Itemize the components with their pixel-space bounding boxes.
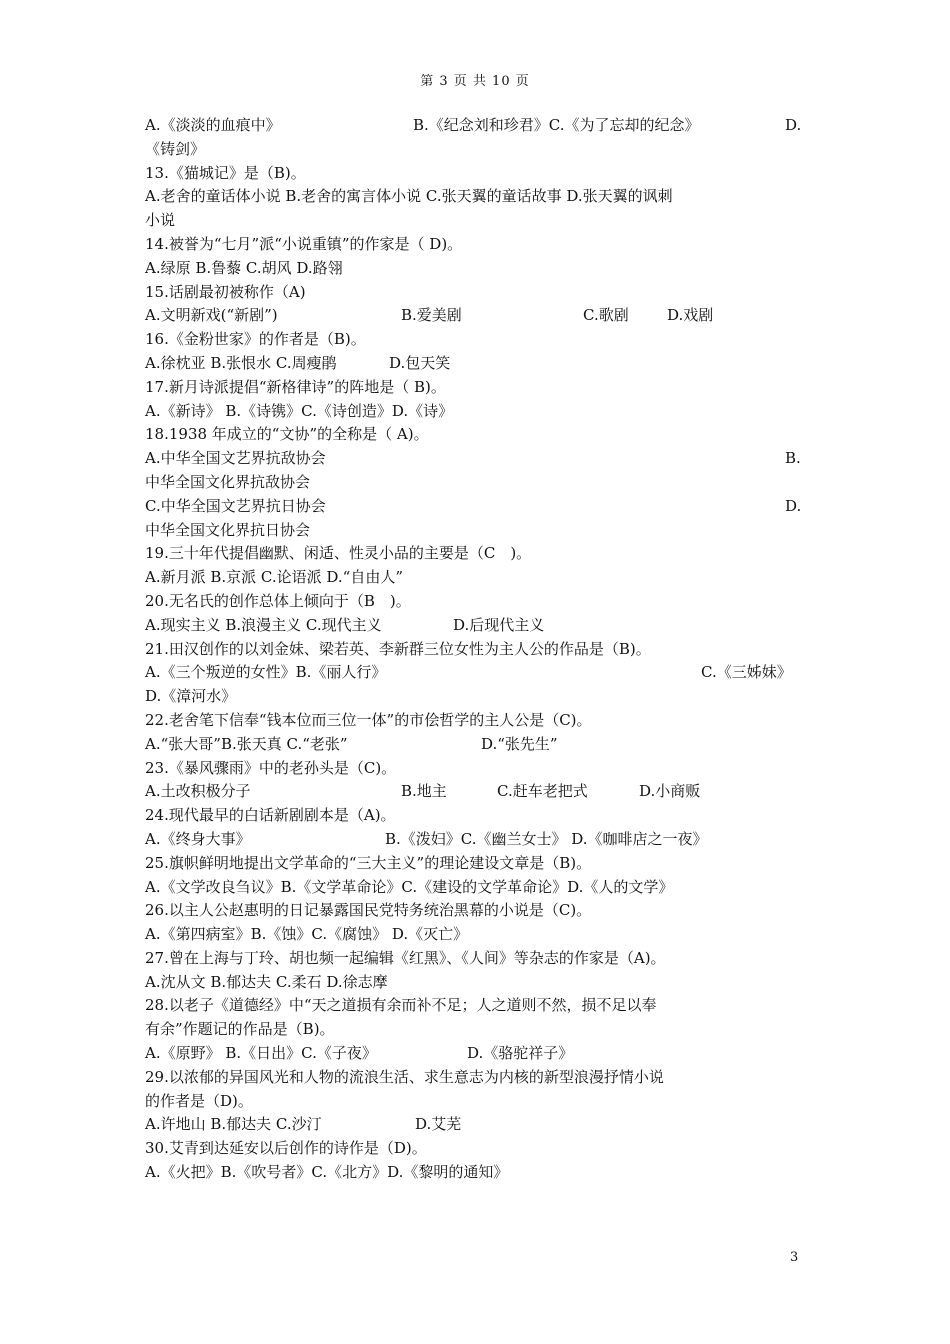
- text-segment: A.许地山 B.郁达夫 C.沙汀: [145, 1115, 322, 1134]
- text-line: [145, 899, 810, 923]
- text-line: [145, 423, 810, 447]
- text-line: [145, 733, 810, 757]
- text-segment: D.包天笑: [389, 353, 451, 372]
- text-line: [145, 828, 810, 852]
- text-line: [145, 1113, 810, 1137]
- text-segment: D.: [785, 116, 802, 134]
- text-line: [145, 495, 810, 519]
- text-segment: A.《文学改良刍议》B.《文学革命论》C.《建设的文学革命论》D.《人的文学》: [145, 877, 674, 896]
- text-line: [145, 780, 810, 804]
- text-segment: A.《原野》 B.《日出》C.《子夜》: [145, 1044, 377, 1063]
- text-segment: 23.《暴风骤雨》中的老孙头是（C)。: [145, 758, 397, 777]
- text-segment: B.爱美剧: [401, 306, 462, 325]
- text-segment: 中华全国文化界抗敌协会: [145, 472, 311, 491]
- text-segment: 有余”作题记的作品是（B)。: [145, 1020, 335, 1039]
- text-line: [145, 947, 810, 971]
- text-segment: 27.曾在上海与丁玲、胡也频一起编辑《红黑》、《人间》等杂志的作家是（A)。: [145, 948, 666, 967]
- text-line: [145, 661, 810, 685]
- text-segment: A.绿原 B.鲁藜 C.胡风 D.路翎: [145, 258, 343, 277]
- text-segment: 17.新月诗派提倡“新格律诗”的阵地是（ B)。: [145, 377, 446, 396]
- text-segment: 29.以浓郁的异国风光和人物的流浪生活、求生意志为内核的新型浪漫抒情小说: [145, 1067, 664, 1086]
- text-line: [145, 114, 810, 138]
- text-segment: A.《火把》B.《吹号者》C.《北方》D.《黎明的通知》: [145, 1163, 509, 1182]
- text-segment: A.《三个叛逆的女性》B.《丽人行》: [145, 663, 387, 682]
- text-line: [145, 471, 810, 495]
- text-line: [145, 257, 810, 281]
- text-segment: 的作者是（D)。: [145, 1091, 253, 1110]
- text-segment: D.艾芜: [415, 1115, 462, 1134]
- text-segment: A.沈从文 B.郁达夫 C.柔石 D.徐志摩: [145, 972, 388, 991]
- text-line: [145, 971, 810, 995]
- text-line: [145, 447, 810, 471]
- text-line: [145, 852, 810, 876]
- text-segment: B.: [785, 449, 801, 468]
- text-line: [145, 400, 810, 424]
- text-segment: A.文明新戏(“新剧”): [145, 306, 278, 325]
- text-line: [145, 542, 810, 566]
- text-line: [145, 233, 810, 257]
- text-segment: A.徐枕亚 B.张恨水 C.周瘦鹃: [145, 353, 337, 372]
- text-segment: 小说: [145, 211, 176, 230]
- text-segment: D.戏剧: [667, 306, 714, 325]
- text-segment: C.歌剧: [583, 306, 629, 325]
- text-segment: A.《第四病室》B.《蚀》C.《腐蚀》 D.《灭亡》: [145, 925, 469, 944]
- text-segment: 《铸剑》: [145, 139, 206, 158]
- text-segment: D.“张先生”: [481, 734, 558, 753]
- text-segment: 13.《猫城记》是（B)。: [145, 163, 306, 182]
- text-segment: 18.1938 年成立的“文协”的全称是（ A)。: [145, 425, 429, 444]
- text-segment: C.赶车老把式: [497, 782, 588, 801]
- text-segment: C.中华全国文艺界抗日协会: [145, 496, 326, 515]
- text-line: [145, 1066, 810, 1090]
- text-line: [145, 804, 810, 828]
- text-segment: A.新月派 B.京派 C.论语派 D.“自由人”: [145, 568, 404, 587]
- text-segment: 20.无名氏的创作总体上倾向于（B )。: [145, 591, 411, 610]
- text-line: [145, 614, 810, 638]
- text-line: [145, 590, 810, 614]
- text-segment: C.《三姊妹》: [701, 663, 792, 682]
- text-segment: A.土改积极分子: [145, 782, 251, 801]
- question-list: [145, 114, 810, 1185]
- text-segment: A.《新诗》 B.《诗镌》C.《诗创造》D.《诗》: [145, 401, 454, 420]
- text-line: [145, 328, 810, 352]
- page-number: 3: [790, 1250, 799, 1265]
- text-line: [145, 566, 810, 590]
- text-segment: A.现实主义 B.浪漫主义 C.现代主义: [145, 615, 382, 634]
- text-segment: 22.老舍笔下信奉“钱本位而三位一体”的市侩哲学的主人公是（C)。: [145, 710, 592, 729]
- text-line: [145, 709, 810, 733]
- text-segment: D.《漳河水》: [145, 687, 237, 706]
- text-segment: B.《泼妇》C.《幽兰女士》 D.《咖啡店之一夜》: [385, 829, 708, 848]
- text-segment: A.《淡淡的血痕中》: [145, 116, 281, 134]
- text-line: [145, 1161, 810, 1185]
- text-segment: 24.现代最早的白话新剧剧本是（A)。: [145, 806, 396, 825]
- text-segment: D.小商贩: [639, 782, 701, 801]
- text-line: [145, 638, 810, 662]
- text-segment: A.老舍的童话体小说 B.老舍的寓言体小说 C.张天翼的童话故事 D.张天翼的讽刺: [145, 187, 673, 206]
- text-segment: B.《纪念刘和珍君》C.《为了忘却的纪念》: [413, 116, 700, 134]
- text-line: [145, 923, 810, 947]
- text-segment: B.地主: [401, 782, 447, 801]
- text-line: [145, 185, 810, 209]
- text-segment: 14.被誉为“七月”派“小说重镇”的作家是（ D)。: [145, 234, 463, 253]
- text-line: [145, 1137, 810, 1161]
- text-line: [145, 1018, 810, 1042]
- text-segment: A.《终身大事》: [145, 829, 251, 848]
- text-line: [145, 209, 810, 233]
- text-segment: 19.三十年代提倡幽默、闲适、性灵小品的主要是（C )。: [145, 544, 532, 563]
- text-line: [145, 138, 810, 162]
- text-line: [145, 685, 810, 709]
- text-segment: 26.以主人公赵惠明的日记暴露国民党特务统治黑幕的小说是（C)。: [145, 901, 592, 920]
- text-segment: D.: [785, 496, 802, 515]
- text-line: [145, 994, 810, 1018]
- text-segment: D.《骆驼祥子》: [467, 1044, 574, 1063]
- text-line: [145, 876, 810, 900]
- text-segment: A.中华全国文艺界抗敌协会: [145, 449, 326, 468]
- text-segment: 25.旗帜鲜明地提出文学革命的“三大主义”的理论建设文章是（B)。: [145, 853, 592, 872]
- text-segment: 30.艾青到达延安以后创作的诗作是（D)。: [145, 1139, 427, 1158]
- text-line: [145, 1042, 810, 1066]
- text-segment: 15.话剧最初被称作（A): [145, 282, 306, 301]
- page-header: 第 3 页 共 10 页: [420, 74, 530, 89]
- text-segment: 16.《金粉世家》的作者是（B)。: [145, 330, 366, 349]
- text-line: [145, 352, 810, 376]
- text-segment: A.“张大哥”B.张天真 C.“老张”: [145, 734, 348, 753]
- text-segment: 28.以老子《道德经》中“天之道损有余而补不足；人之道则不然，损不足以奉: [145, 996, 657, 1015]
- text-line: [145, 281, 810, 305]
- text-line: [145, 1090, 810, 1114]
- text-segment: 21.田汉创作的以刘金妹、梁若英、李新群三位女性为主人公的作品是（B)。: [145, 639, 651, 658]
- text-line: [145, 304, 810, 328]
- text-segment: 中华全国文化界抗日协会: [145, 520, 311, 539]
- text-line: [145, 757, 810, 781]
- text-line: [145, 376, 810, 400]
- text-line: [145, 519, 810, 543]
- text-segment: D.后现代主义: [453, 615, 545, 634]
- text-line: [145, 162, 810, 186]
